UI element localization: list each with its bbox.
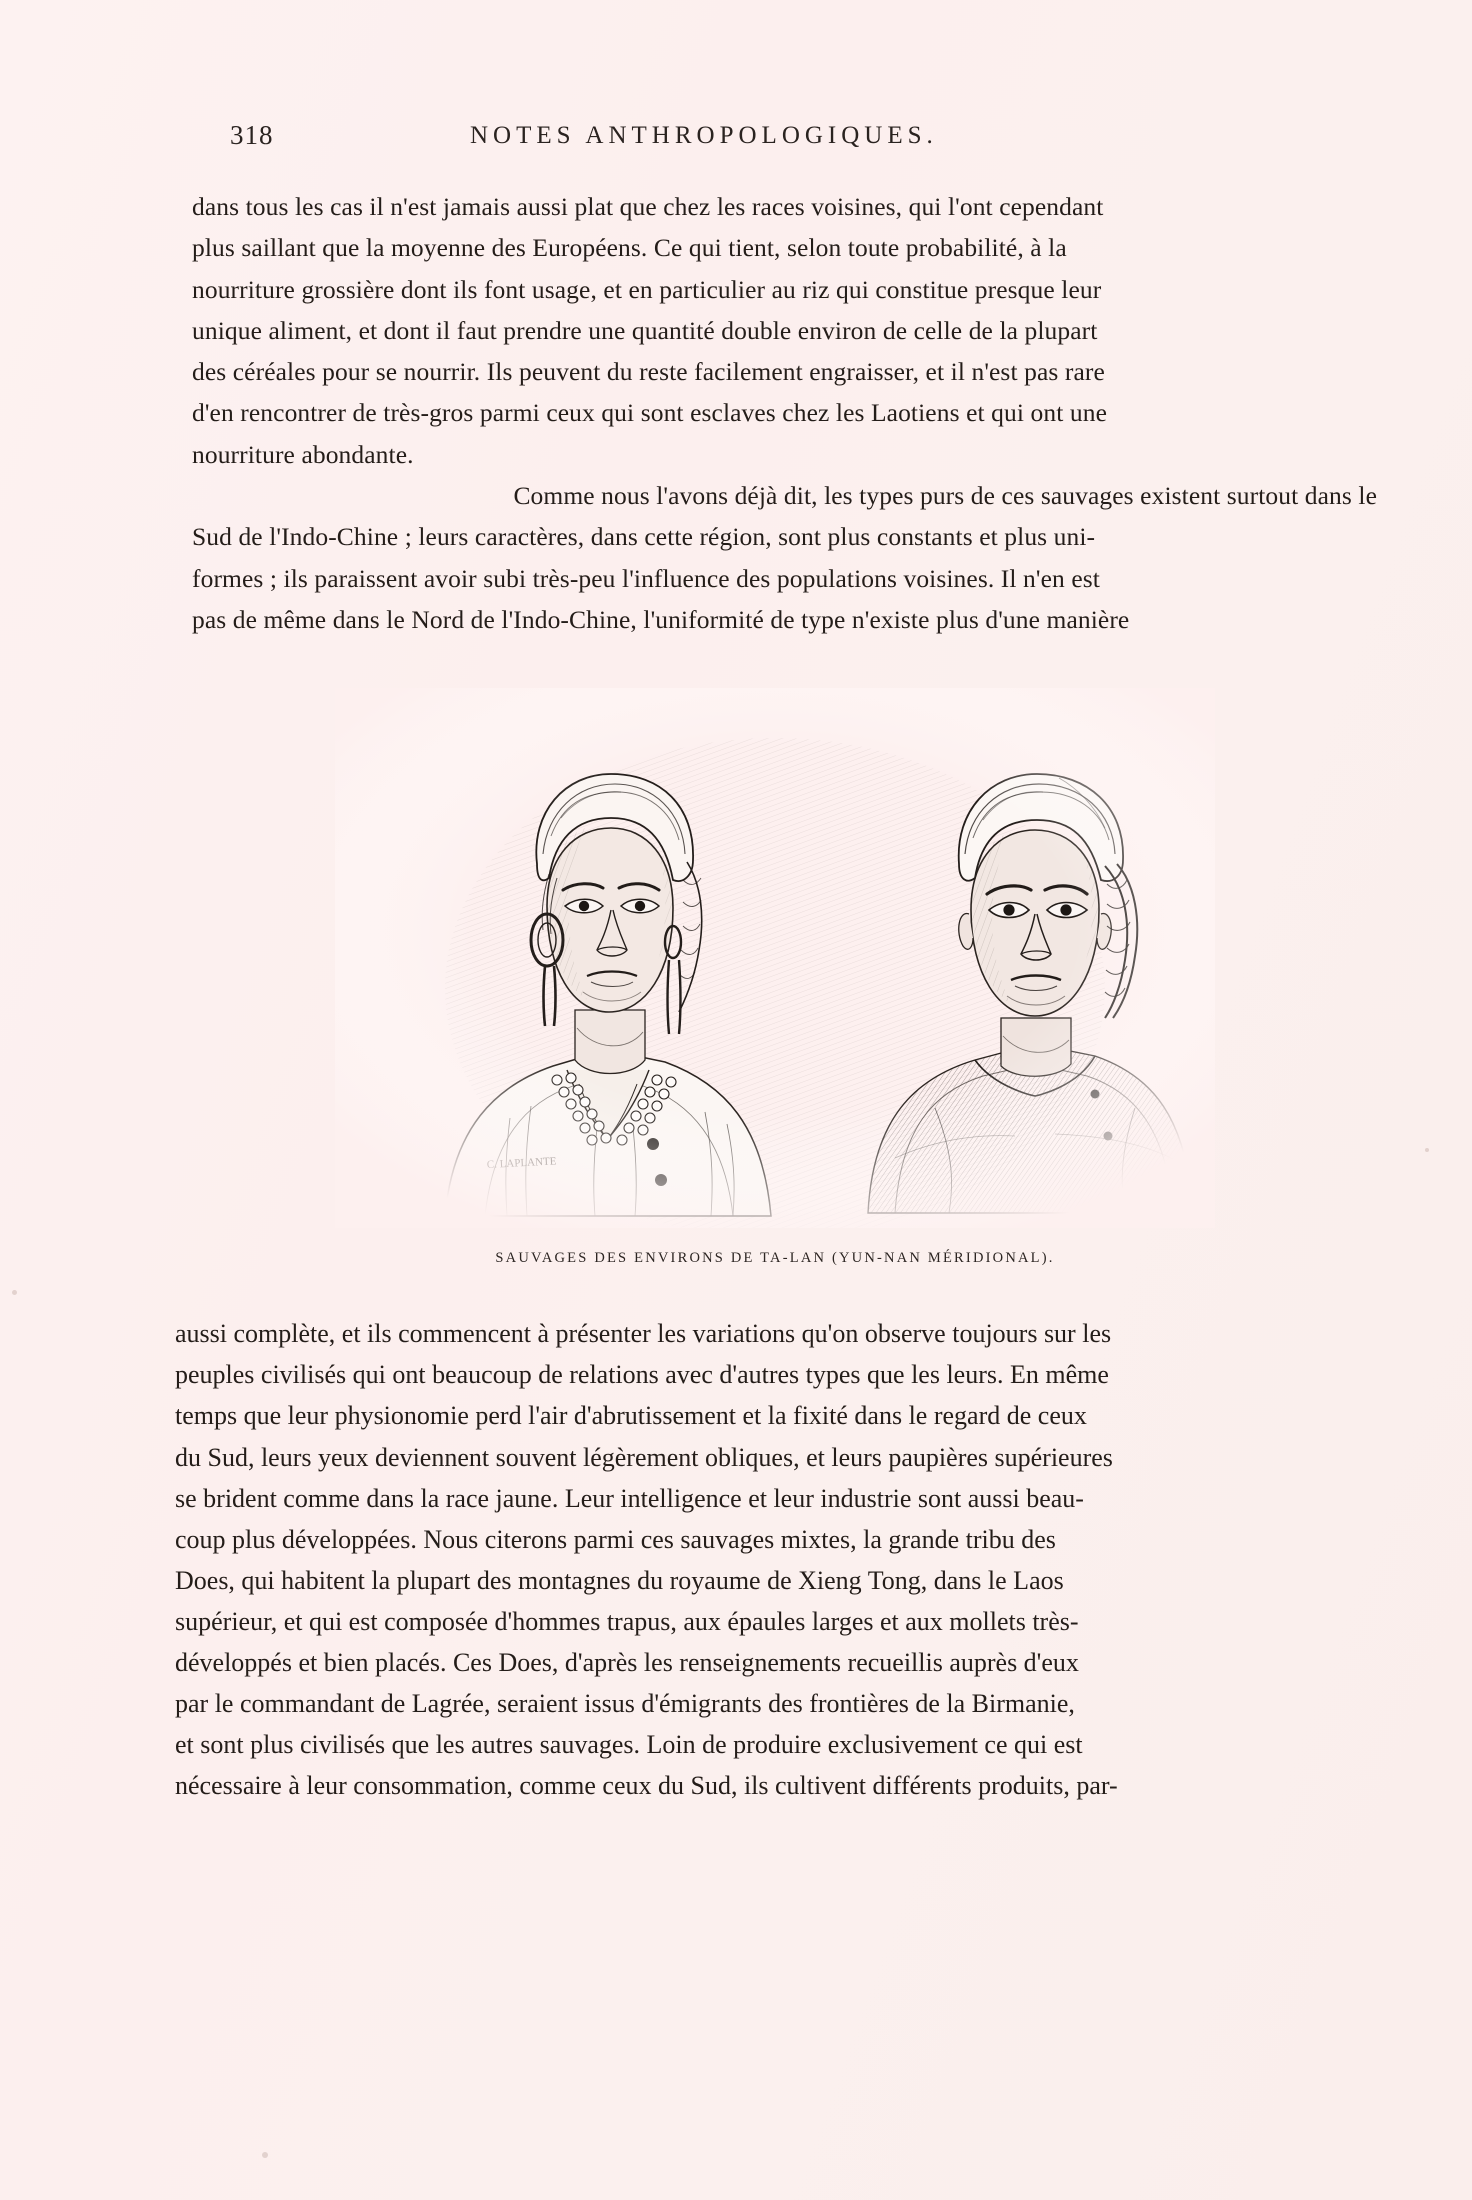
paragraph-bottom: [175, 1313, 1365, 1806]
paragraph-top: [192, 186, 1377, 640]
text-line: développés et bien placés. Ces Does, d'après les renseignements recueillis auprès d'eux: [175, 1647, 1079, 1677]
paper-speck: [12, 1290, 17, 1295]
text-line: nourriture grossière dont ils font usage, et en particulier au riz qui constitue presque leur: [192, 274, 1102, 304]
text-line: formes ; ils paraissent avoir subi très-peu l'influence des populations voisines. Il n'en est: [192, 563, 1100, 593]
text-line: dans tous les cas il n'est jamais aussi plat que chez les races voisines, qui l'ont cependant: [192, 192, 1104, 221]
text-line: aussi complète, et ils commencent à présenter les variations qu'on observe toujours sur les: [175, 1319, 1112, 1349]
text-line: Comme nous l'avons déjà dit, les types purs de ces sauvages existent surtout dans le: [513, 481, 1377, 511]
text-line: se brident comme dans la race jaune. Leur intelligence et leur industrie sont aussi beau-: [175, 1483, 1084, 1513]
text-line: plus saillant que la moyenne des Européens. Ce qui tient, selon toute probabilité, à la: [192, 233, 1067, 263]
text-line: d'en rencontrer de très-gros parmi ceux qui sont esclaves chez les Laotiens et qui ont une: [192, 398, 1107, 428]
paper-speck: [262, 2152, 268, 2158]
text-line: peuples civilisés qui ont beaucoup de relations avec d'autres types que les leurs. En même: [175, 1360, 1109, 1390]
text-line: unique aliment, et dont il faut prendre une quantité double environ de celle de la plupart: [192, 315, 1098, 345]
paper-speck: [1425, 1148, 1429, 1152]
text-line: temps que leur physionomie perd l'air d'abrutissement et la fixité dans le regard de ceux: [175, 1401, 1087, 1431]
running-title: NOTES ANTHROPOLOGIQUES.: [470, 122, 938, 149]
page-number: 318: [230, 120, 274, 150]
engraving-svg: [335, 688, 1215, 1228]
engraving-illustration: [335, 688, 1215, 1228]
page-content: [150, 120, 1400, 1806]
text-line: des céréales pour se nourrir. Ils peuvent du reste facilement engraisser, et il n'est pas rare: [192, 357, 1105, 387]
text-line: par le commandant de Lagrée, seraient issus d'émigrants des frontières de la Birmanie,: [175, 1688, 1075, 1718]
text-line: supérieur, et qui est composée d'hommes trapus, aux épaules larges et aux mollets très-: [175, 1606, 1079, 1636]
text-line: Does, qui habitent la plupart des montagnes du royaume de Xieng Tong, dans le Laos: [175, 1565, 1064, 1595]
text-line: du Sud, leurs yeux deviennent souvent légèrement obliques, et leurs paupières supérieures: [175, 1442, 1113, 1472]
page-header: [150, 120, 1400, 164]
text-line: nécessaire à leur consommation, comme ceux du Sud, ils cultivent différents produits, par-: [175, 1771, 1118, 1801]
text-line: pas de même dans le Nord de l'Indo-Chine, l'uniformité de type n'existe plus d'une manière: [192, 604, 1130, 634]
text-line: nourriture abondante.: [192, 439, 414, 469]
text-line: Sud de l'Indo-Chine ; leurs caractères, dans cette région, sont plus constants et plus uni-: [192, 522, 1096, 552]
text-line: et sont plus civilisés que les autres sauvages. Loin de produire exclusivement ce qui est: [175, 1730, 1083, 1760]
figure-caption: SAUVAGES DES ENVIRONS DE TA-LAN (YUN-NAN MÉRIDIONAL).: [495, 1250, 1055, 1267]
figure: [150, 688, 1400, 1267]
text-line: coup plus développées. Nous citerons parmi ces sauvages mixtes, la grande tribu des: [175, 1524, 1056, 1554]
